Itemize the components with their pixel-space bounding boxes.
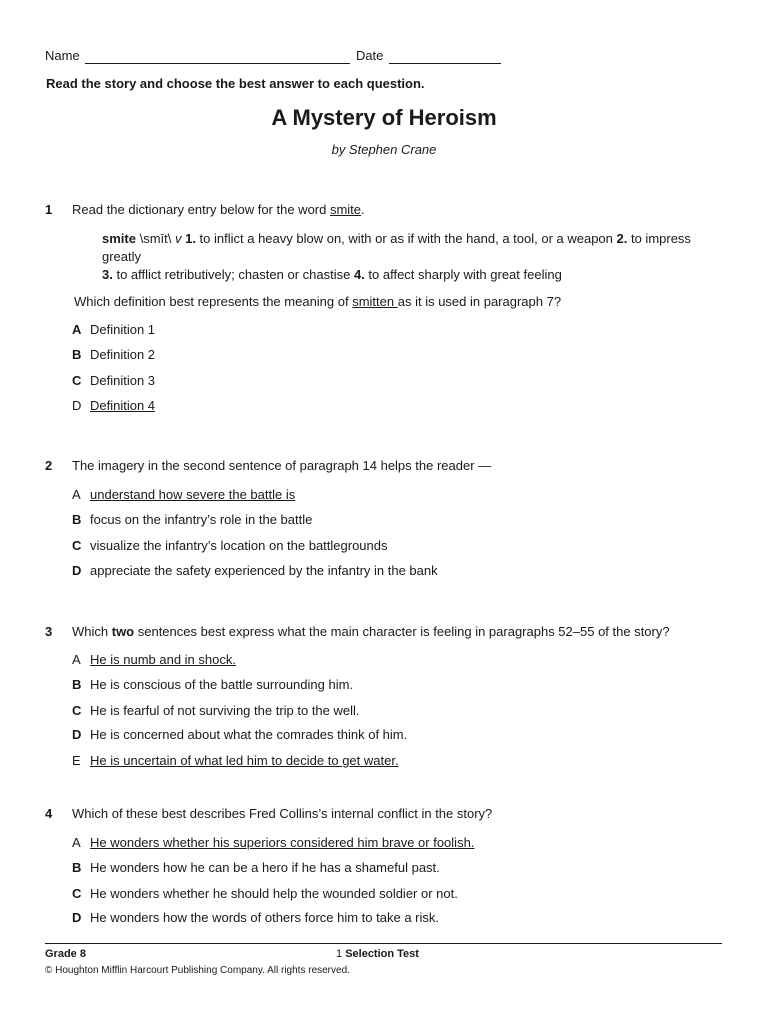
option-letter: B — [72, 347, 82, 362]
option-text: He wonders whether his superiors considered him brave or foolish. — [90, 835, 475, 850]
answer-option-selected[interactable] — [72, 753, 399, 768]
answer-option[interactable] — [72, 727, 407, 742]
option-letter: C — [72, 886, 82, 901]
name-field[interactable] — [85, 48, 350, 64]
prompt-emphasis: two — [111, 624, 135, 639]
option-letter: A — [72, 835, 81, 850]
question-prompt — [72, 202, 365, 217]
option-text: He wonders how he can be a hero if he has a shameful past. — [90, 860, 440, 875]
option-letter: E — [72, 753, 81, 768]
option-letter: A — [72, 487, 81, 502]
answer-option-selected[interactable] — [72, 835, 474, 850]
option-text: He wonders whether he should help the wounded soldier or not. — [90, 886, 458, 901]
option-letter: D — [72, 398, 82, 413]
byline: by Stephen Crane — [331, 142, 437, 157]
option-text: He is concerned about what the comrades think of him. — [90, 727, 408, 742]
answer-option-selected[interactable] — [72, 487, 295, 502]
option-letter: A — [72, 652, 81, 667]
entry-headword: smite — [102, 231, 136, 246]
answer-option[interactable] — [72, 373, 155, 388]
option-text: He is uncertain of what led him to decide to get water. — [90, 753, 399, 768]
subprompt-text: Which definition best represents the meaning of — [74, 294, 353, 309]
answer-option[interactable] — [72, 347, 155, 362]
option-text: He is fearful of not surviving the trip to the well. — [90, 703, 360, 718]
option-text: focus on the infantry’s role in the battle — [90, 512, 313, 527]
definition-text: to affect sharply with great feeling — [364, 267, 562, 282]
option-letter: A — [72, 322, 82, 337]
subprompt-text: as it is used in paragraph 7? — [397, 294, 562, 309]
answer-option[interactable] — [72, 512, 312, 527]
prompt-text: Which — [72, 624, 112, 639]
option-text: Definition 4 — [90, 398, 156, 413]
option-text: He is conscious of the battle surrounding him. — [90, 677, 354, 692]
answer-option[interactable] — [72, 703, 360, 718]
answer-option[interactable] — [72, 860, 440, 875]
prompt-text: Read the dictionary entry below for the word — [72, 202, 330, 217]
option-letter: B — [72, 512, 82, 527]
option-text: He wonders how the words of others force him to take a risk. — [90, 910, 439, 925]
option-letter: D — [72, 563, 82, 578]
footer-grade: Grade 8 — [45, 948, 86, 960]
option-letter: D — [72, 910, 82, 925]
answer-option-selected[interactable] — [72, 398, 155, 413]
definition-number: 1. — [185, 231, 196, 246]
page-title: A Mystery of Heroism — [271, 105, 497, 130]
question-prompt: Which of these best describes Fred Collins’s internal conflict in the story? — [72, 806, 493, 821]
question-subprompt — [74, 294, 561, 309]
entry-part-of-speech: v — [174, 231, 182, 246]
answer-option[interactable] — [72, 538, 388, 553]
definition-text: to impress greatly — [102, 231, 691, 264]
question-prompt — [72, 624, 670, 639]
prompt-keyword: smite — [329, 202, 362, 217]
date-label: Date — [355, 48, 384, 63]
answer-option-selected[interactable] — [72, 652, 236, 667]
entry-pronunciation: \smīt\ — [135, 231, 175, 246]
option-text: He is numb and in shock. — [90, 652, 236, 667]
answer-option[interactable] — [72, 886, 458, 901]
question-number: 2 — [45, 458, 53, 473]
answer-option[interactable] — [72, 563, 438, 578]
option-text: Definition 3 — [90, 373, 156, 388]
definition-text: to inflict a heavy blow on, with or as if with the hand, a tool, or a weapon — [195, 231, 617, 246]
option-text: Definition 2 — [90, 347, 156, 362]
question-number: 4 — [45, 806, 53, 821]
question-prompt: The imagery in the second sentence of paragraph 14 helps the reader — — [72, 458, 492, 473]
prompt-text: sentences best express what the main character is feeling in paragraphs 52–55 of the story? — [134, 624, 670, 639]
option-letter: C — [72, 538, 82, 553]
option-letter: C — [72, 703, 82, 718]
option-letter: D — [72, 727, 82, 742]
copyright: © Houghton Mifflin Harcourt Publishing Company. All rights reserved. — [45, 965, 350, 976]
option-text: understand how severe the battle is — [90, 487, 296, 502]
question-number: 3 — [45, 624, 53, 639]
instructions: Read the story and choose the best answer to each question. — [46, 76, 425, 91]
definition-text: to afflict retributively; chasten or chastise — [112, 267, 354, 282]
date-field[interactable] — [389, 48, 501, 64]
subprompt-keyword: smitten — [352, 294, 398, 309]
option-text: appreciate the safety experienced by the infantry in the bank — [90, 563, 438, 578]
test-name: Selection Test — [345, 948, 419, 960]
option-letter: B — [72, 860, 82, 875]
definition-number: 2. — [616, 231, 628, 246]
footer-divider — [45, 943, 722, 944]
answer-option[interactable] — [72, 322, 155, 337]
definition-number: 4. — [353, 267, 365, 282]
option-letter: B — [72, 677, 82, 692]
option-text: Definition 1 — [90, 322, 156, 337]
prompt-text: . — [361, 202, 365, 217]
option-letter: C — [72, 373, 82, 388]
definition-number: 3. — [102, 267, 113, 282]
option-text: visualize the infantry’s location on the battlegrounds — [90, 538, 388, 553]
dictionary-entry — [102, 230, 722, 284]
answer-option[interactable] — [72, 677, 353, 692]
footer-page-info — [336, 948, 419, 960]
name-label: Name — [45, 48, 80, 63]
name-date-line — [45, 48, 501, 64]
question-number: 1 — [45, 202, 53, 217]
answer-option[interactable] — [72, 910, 439, 925]
page-number: 1 — [336, 948, 343, 960]
